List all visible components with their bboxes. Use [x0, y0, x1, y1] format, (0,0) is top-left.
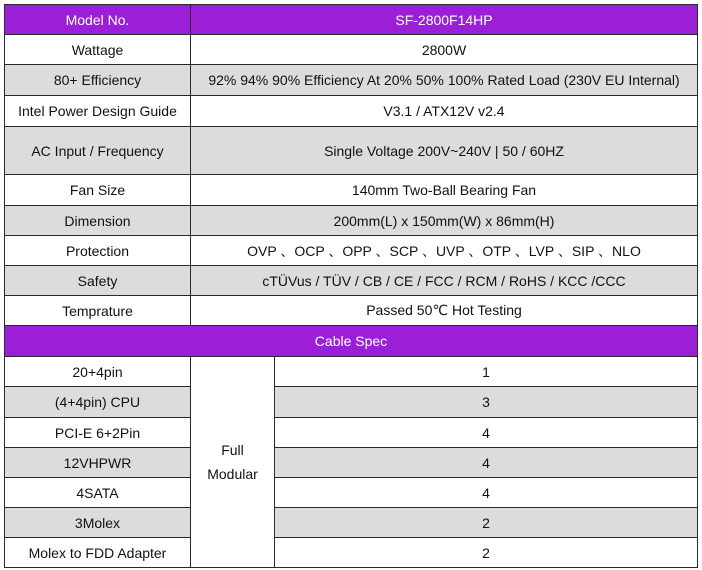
spec-label: Protection	[5, 236, 191, 266]
spec-value: 92% 94% 90% Efficiency At 20% 50% 100% Rated Load (230V EU Internal)	[191, 65, 698, 96]
cable-label: (4+4pin) CPU	[5, 387, 191, 418]
spec-value: Passed 50℃ Hot Testing	[191, 296, 698, 326]
cable-count: 1	[275, 357, 698, 387]
spec-table-body	[5, 5, 698, 568]
spec-row-efficiency	[5, 65, 698, 96]
spec-label: Safety	[5, 266, 191, 296]
cable-count: 3	[275, 387, 698, 418]
cable-spec-header	[5, 326, 698, 357]
cable-label: 3Molex	[5, 508, 191, 538]
model-value: SF-2800F14HP	[191, 5, 698, 35]
spec-label: Dimension	[5, 206, 191, 236]
spec-row-intel-guide	[5, 96, 698, 127]
model-row	[5, 5, 698, 35]
cable-row	[5, 387, 698, 418]
spec-value: 2800W	[191, 35, 698, 65]
spec-value: 140mm Two-Ball Bearing Fan	[191, 175, 698, 206]
cable-row	[5, 508, 698, 538]
cable-row	[5, 357, 698, 387]
spec-label: Fan Size	[5, 175, 191, 206]
cable-label: 12VHPWR	[5, 448, 191, 478]
cable-count: 4	[275, 448, 698, 478]
spec-label: Intel Power Design Guide	[5, 96, 191, 127]
cable-row	[5, 418, 698, 448]
spec-row-temperature	[5, 296, 698, 326]
cable-label: PCI-E 6+2Pin	[5, 418, 191, 448]
spec-label: Temprature	[5, 296, 191, 326]
spec-row-safety	[5, 266, 698, 296]
spec-table	[4, 4, 698, 568]
spec-row-ac-input	[5, 127, 698, 175]
spec-value: V3.1 / ATX12V v2.4	[191, 96, 698, 127]
spec-label: AC Input / Frequency	[5, 127, 191, 175]
spec-value: Single Voltage 200V~240V | 50 / 60HZ	[191, 127, 698, 175]
modular-line-1: Full	[221, 442, 244, 458]
spec-row-dimension	[5, 206, 698, 236]
cable-count: 2	[275, 538, 698, 568]
cable-label: 20+4pin	[5, 357, 191, 387]
spec-value: OVP 、OCP 、OPP 、SCP 、UVP 、OTP 、LVP 、SIP 、NLO	[191, 236, 698, 266]
cable-count: 4	[275, 418, 698, 448]
cable-label: 4SATA	[5, 478, 191, 508]
cable-row	[5, 538, 698, 568]
spec-row-wattage	[5, 35, 698, 65]
spec-row-protection	[5, 236, 698, 266]
cable-spec-title: Cable Spec	[5, 326, 698, 357]
cable-count: 2	[275, 508, 698, 538]
spec-label: 80+ Efficiency	[5, 65, 191, 96]
cable-count: 4	[275, 478, 698, 508]
spec-row-fan-size	[5, 175, 698, 206]
cable-row	[5, 448, 698, 478]
spec-value: 200mm(L) x 150mm(W) x 86mm(H)	[191, 206, 698, 236]
cable-row	[5, 478, 698, 508]
modular-line-2: Modular	[207, 466, 258, 482]
model-label: Model No.	[5, 5, 191, 35]
spec-label: Wattage	[5, 35, 191, 65]
cable-label: Molex to FDD Adapter	[5, 538, 191, 568]
full-modular-cell	[191, 357, 275, 568]
spec-value: cTÜVus / TÜV / CB / CE / FCC / RCM / RoHS / KCC /CCC	[191, 266, 698, 296]
